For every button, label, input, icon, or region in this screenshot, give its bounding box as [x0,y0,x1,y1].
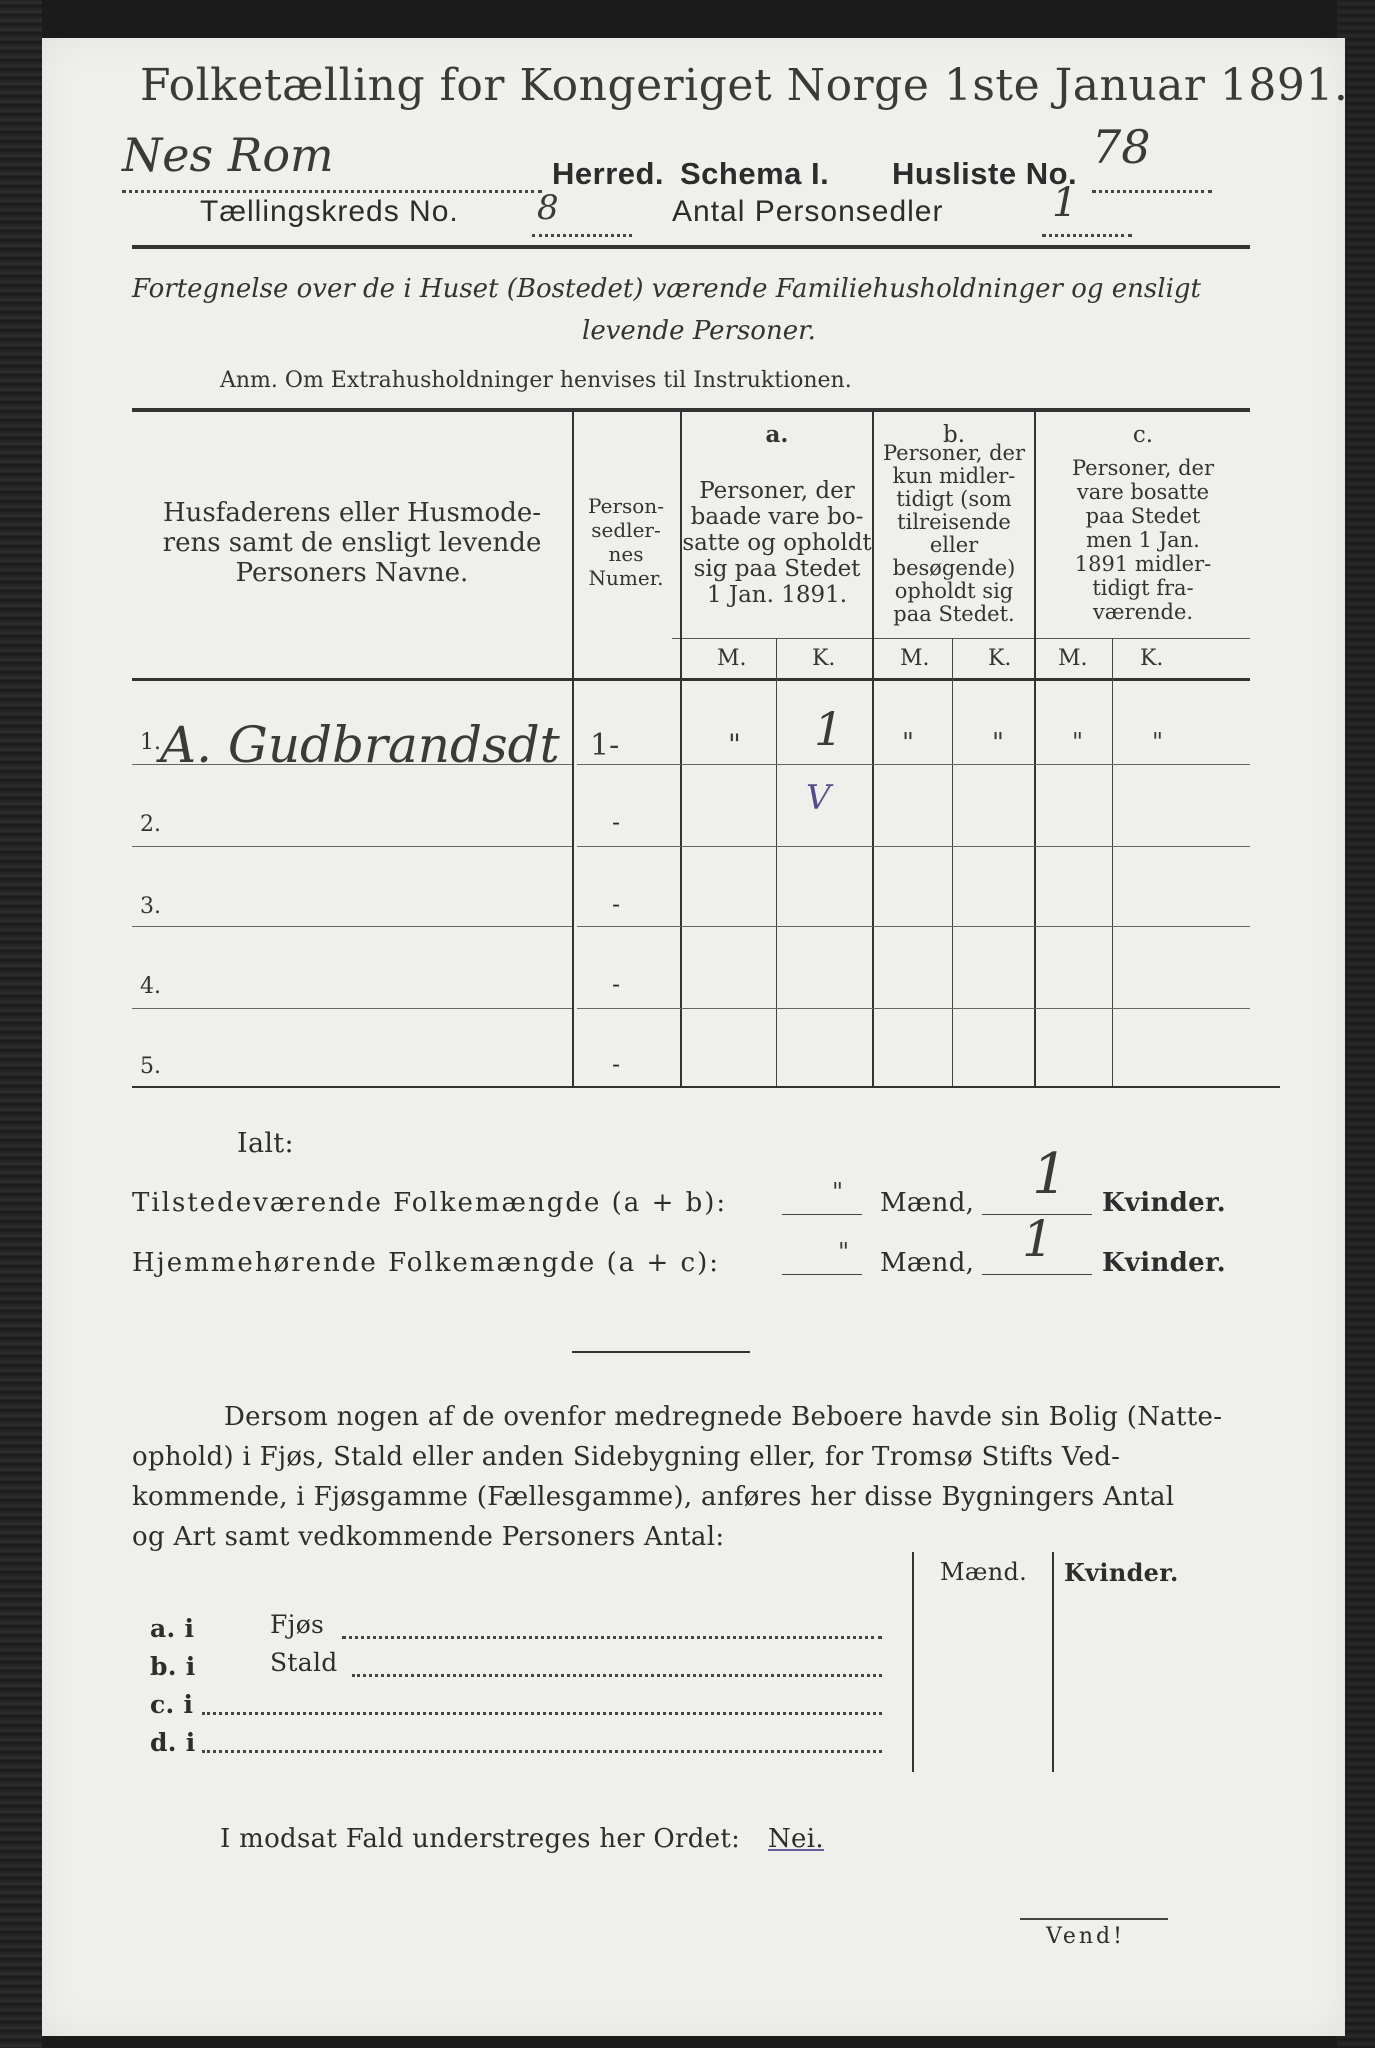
header-number-line-1: Person- [588,494,664,518]
building-row-d-letter: d. i [150,1728,196,1757]
header-c-line-4: men 1 Jan. [1086,528,1200,552]
row-1-b-m: " [902,728,914,758]
row-1-number: 1. [140,730,161,755]
row-2-person-number: - [612,808,621,836]
row-3-rule-name [132,926,572,927]
header-c-line-5: 1891 midler- [1074,552,1212,576]
hjemme-maend-label: Mænd, [880,1248,975,1278]
row-1-c-m: " [1072,728,1084,756]
herred-dotted-line [122,190,542,193]
husliste-number-handwritten: 78 [1092,120,1151,174]
section-divider [572,1351,750,1353]
header-a-k: K. [812,646,836,671]
intro-line-1: Fortegnelse over de i Huset (Bostedet) værende Familiehusholdninger og ensligt [132,274,1201,304]
building-row-c-letter: c. i [150,1690,194,1719]
row-1-a-m: " [728,728,741,761]
header-c-line-3: paa Stedet [1085,504,1201,528]
header-c-line-2: vare bosatte [1076,480,1210,504]
tilstede-k-value: 1 [1032,1142,1068,1207]
kreds-label: Tællingskreds No. [200,195,459,228]
row-4-rule-name [132,1008,572,1009]
header-a-m: M. [717,646,747,671]
header-c-letter: c. [1132,422,1154,448]
row-2-number: 2. [140,812,161,837]
header-number-column [574,494,678,590]
buildings-para-line-2: ophold) i Fjøs, Stald eller anden Sidebygning eller, for Tromsø Stifts Ved- [132,1442,1121,1472]
intro-line-2: levende Personer. [582,316,816,346]
table-mk-divider-c [1112,638,1113,1086]
row-2-rule-name [132,846,572,847]
header-a-line-3: satte og opholdt [682,530,872,556]
row-5-person-number: - [612,1050,621,1078]
header-number-line-3: nes [608,542,644,566]
row-1-a-k: 1 [814,702,844,756]
tilstede-label: Tilstedeværende Folkemængde (a + b): [132,1188,728,1218]
hjemme-k-value: 1 [1022,1210,1054,1268]
row-5-number: 5. [140,1054,161,1079]
row-3-rule [577,926,1250,927]
header-b-line-7: opholdt sig [894,579,1014,603]
modsat-text: I modsat Fald understreges her Ordet: [220,1824,741,1854]
buildings-para-line-1: Dersom nogen af de ovenfor medregnede Beboere havde sin Bolig (Natte- [224,1402,1223,1432]
building-row-b-letter: b. i [150,1652,196,1681]
husliste-label: Husliste No. [892,156,1078,191]
header-c-line-6: tidigt fra- [1092,576,1194,600]
nei-word: Nei. [768,1824,824,1854]
row-2-check-mark: V [806,778,831,818]
table-bottom-rule [132,1086,1280,1088]
table-header-bottom-rule [132,678,1250,681]
building-row-b-label: Stald [270,1648,338,1677]
building-row-a-dots [342,1636,882,1639]
header-number-line-2: sedler- [591,518,661,542]
buildings-para-line-3: kommende, i Fjøsgamme (Fællesgamme), anføres her disse Bygningers Antal [132,1482,1175,1512]
header-b-line-5: eller [929,533,979,557]
header-names-line-2: rens samt de ensligt levende [162,528,542,558]
row-3-number: 3. [140,894,161,919]
header-c-k: K. [1140,646,1164,671]
header-b-line-8: paa Stedet. [893,602,1015,626]
hjemme-m-line [782,1274,862,1275]
hjemme-label: Hjemmehørende Folkemængde (a + c): [132,1248,720,1278]
header-names-line-3: Personers Navne. [235,558,469,588]
header-b-line-3: tidigt (som [896,487,1012,511]
building-row-d-dots [202,1750,882,1753]
header-c-line-7: værende. [1092,600,1194,624]
hjemme-kvinder-label: Kvinder. [1102,1248,1226,1278]
mk-header-rule [672,638,1250,639]
kreds-number-handwritten: 8 [537,188,559,228]
header-names-line-1: Husfaderens eller Husmode- [162,498,542,528]
row-3-person-number: - [612,890,621,918]
header-b-m: M. [900,646,930,671]
table-mk-divider-b [952,638,953,1086]
header-b-line-1: Personer, der [882,441,1026,465]
header-b-line-4: tilreisende [897,510,1011,534]
buildings-kvinder-header: Kvinder. [1064,1558,1179,1587]
header-b-line-2: kun midler- [892,464,1016,488]
kreds-dotted-line [532,234,632,237]
row-1-person-number: 1- [590,728,620,763]
header-a-line-5: 1 Jan. 1891. [706,582,848,608]
buildings-maend-header: Mænd. [940,1558,1028,1586]
buildings-col-divider-2 [1052,1552,1054,1772]
header-a-line-2: baade vare bo- [690,504,864,530]
herred-name-handwritten: Nes Rom [122,128,334,182]
row-1-c-k: " [1152,728,1164,756]
personsedler-dotted-line [1042,234,1132,237]
header-a-letter: a. [765,421,789,448]
husliste-dotted-line [1092,190,1212,193]
header-b-k: K. [988,646,1012,671]
tilstede-m-line [782,1214,862,1215]
header-c-line-1: Personer, der [1071,456,1215,480]
header-b-letter: b. [942,422,966,448]
building-row-b-dots [352,1674,882,1677]
tilstede-m-value: " [832,1178,844,1206]
header-names-column [142,498,562,588]
header-a-line-4: sig paa Stedet [693,556,861,582]
row-4-person-number: - [612,970,621,998]
table-top-rule [132,408,1250,412]
tilstede-maend-label: Mænd, [880,1188,975,1218]
table-mk-divider-a [776,638,777,1086]
buildings-col-divider-1 [912,1552,914,1772]
row-1-rule [577,764,1250,765]
row-2-rule [577,846,1250,847]
herred-label: Herred. [552,156,665,191]
header-c-column [1036,456,1250,624]
header-a-column [682,478,872,608]
header-b-column [874,442,1034,626]
header-c-m: M. [1058,646,1088,671]
form-title: Folketælling for Kongeriget Norge 1ste Januar 1891. [140,60,1349,111]
buildings-para-line-4: og Art samt vedkommende Personers Antal: [132,1522,725,1552]
vend-rule [1020,1918,1168,1920]
row-1-name-handwritten: A. Gudbrandsdt [160,716,560,774]
row-4-number: 4. [140,974,161,999]
building-row-a-label: Fjøs [270,1610,325,1639]
building-row-c-dots [202,1712,882,1715]
vend-text: Vend! [1046,1924,1125,1949]
header-number-line-4: Numer. [588,566,664,590]
header-a-line-1: Personer, der [699,478,855,504]
personsedler-label: Antal Personsedler [672,195,944,228]
hjemme-m-value: " [838,1238,850,1266]
row-4-rule [577,1008,1250,1009]
personsedler-number-handwritten: 1 [1052,180,1078,226]
tilstede-kvinder-label: Kvinder. [1102,1188,1226,1218]
hjemme-k-line [982,1274,1092,1275]
schema-label: Schema I. [680,156,830,191]
row-1-b-k: " [992,728,1004,758]
census-form-page [42,38,1349,2036]
header-b-line-6: besøgende) [892,556,1016,580]
ialt-label: Ialt: [237,1128,294,1159]
header-rule [132,245,1250,249]
building-row-a-letter: a. i [150,1614,195,1643]
scan-edge-left [0,0,42,2048]
anm-note: Anm. Om Extrahusholdninger henvises til Instruktionen. [220,368,852,393]
